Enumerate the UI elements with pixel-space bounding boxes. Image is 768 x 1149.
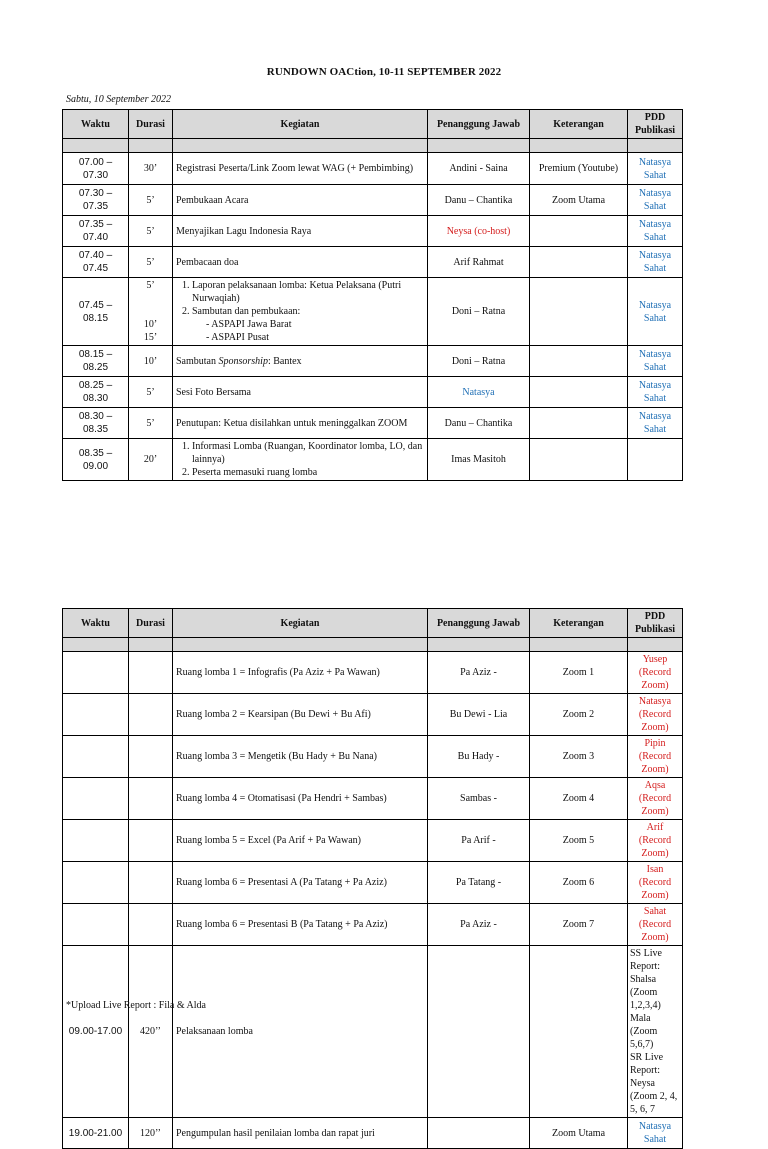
pdd-cell	[628, 153, 683, 185]
kegiatan-cell: Ruang lomba 6 = Presentasi A (Pa Tatang + Pa Aziz)	[173, 862, 428, 904]
list-item-text: Sambutan dan pembukaan:	[192, 306, 301, 317]
header-pdd-publikasi: PDD Publikasi	[628, 609, 683, 638]
header-waktu: Waktu	[63, 110, 129, 139]
keterangan-cell: Zoom Utama	[530, 185, 628, 216]
live-report-mala: Mala (Zoom 5,6,7)	[630, 1013, 658, 1050]
pdd-name: Isan	[646, 864, 664, 875]
table-row	[63, 904, 683, 946]
header-waktu: Waktu	[63, 609, 129, 638]
pdd-cell	[628, 820, 683, 862]
pdd-name: Natasya	[638, 411, 672, 422]
durasi-value: 5’	[146, 280, 155, 291]
durasi-cell	[129, 694, 173, 736]
header-durasi: Durasi	[129, 110, 173, 139]
waktu-cell: 09.00-17.00	[63, 946, 129, 1118]
pj-cell: Pa Tatang -	[428, 862, 530, 904]
pdd-cell	[628, 216, 683, 247]
pdd-cell	[628, 346, 683, 377]
pj-cell: Sambas -	[428, 778, 530, 820]
keterangan-cell	[530, 346, 628, 377]
pj-cell: Danu – Chantika	[428, 185, 530, 216]
live-report-ss: SS Live Report: Shalsa (Zoom 1,2,3,4)	[630, 948, 662, 1011]
pdd-cell	[628, 185, 683, 216]
pdd-name: Natasya	[638, 349, 672, 360]
pj-cell	[428, 1118, 530, 1149]
table-row	[63, 153, 683, 185]
kegiatan-text: Sambutan	[176, 355, 219, 367]
keterangan-cell	[530, 247, 628, 278]
pj-cell	[428, 946, 530, 1118]
kegiatan-cell	[173, 278, 428, 346]
footnote: *Upload Live Report : Fila & Alda	[66, 1000, 206, 1011]
kegiatan-cell	[173, 346, 428, 377]
keterangan-cell: Premium (Youtube)	[530, 153, 628, 185]
kegiatan-cell: Penutupan: Ketua disilahkan untuk meninggalkan ZOOM	[173, 408, 428, 439]
pdd-cell	[628, 408, 683, 439]
pdd-name: Pipin	[644, 738, 666, 749]
pdd-name: Sahat	[643, 1134, 667, 1145]
pj-cell: Doni – Ratna	[428, 278, 530, 346]
table-row	[63, 346, 683, 377]
keterangan-cell: Zoom Utama	[530, 1118, 628, 1149]
durasi-cell: 420’’	[129, 946, 173, 1118]
waktu-cell: 07.35 – 07.40	[63, 216, 129, 247]
list-item: 2. Peserta memasuki ruang lomba	[192, 466, 424, 479]
pdd-cell	[628, 439, 683, 481]
pdd-name: Sahat	[643, 362, 667, 373]
pdd-name: Natasya	[638, 299, 672, 311]
waktu-cell	[63, 820, 129, 862]
keterangan-cell: Zoom 5	[530, 820, 628, 862]
table-row	[63, 778, 683, 820]
pj-cell: Doni – Ratna	[428, 346, 530, 377]
durasi-cell	[129, 862, 173, 904]
document-title: RUNDOWN OACtion, 10-11 SEPTEMBER 2022	[266, 66, 502, 78]
durasi-cell: 5’	[129, 185, 173, 216]
kegiatan-emphasis: Sponsorship	[218, 355, 268, 367]
waktu-cell: 08.25 – 08.30	[63, 377, 129, 408]
pj-cell: Imas Masitoh	[428, 439, 530, 481]
durasi-cell: 5’	[129, 247, 173, 278]
rundown-table-1	[62, 109, 683, 481]
pdd-name: Sahat	[643, 232, 667, 243]
keterangan-cell: Zoom 2	[530, 694, 628, 736]
live-report-cell	[628, 946, 683, 1118]
pdd-name: Sahat	[643, 169, 667, 181]
pdd-name: Natasya	[638, 219, 672, 230]
waktu-cell: 07.30 – 07.35	[63, 185, 129, 216]
kegiatan-cell: Ruang lomba 2 = Kearsipan (Bu Dewi + Bu Afi)	[173, 694, 428, 736]
pdd-cell	[628, 278, 683, 346]
sub-list-item: - ASPAPI Jawa Barat	[206, 318, 424, 331]
durasi-cell	[129, 652, 173, 694]
list-item: 1. Informasi Lomba (Ruangan, Koordinator lomba, LO, dan lainnya)	[192, 440, 424, 466]
table-row	[63, 820, 683, 862]
pdd-cell	[628, 694, 683, 736]
waktu-cell: 08.15 – 08.25	[63, 346, 129, 377]
pdd-name: Sahat	[643, 906, 667, 917]
table-row	[63, 736, 683, 778]
pdd-note: (Record Zoom)	[638, 667, 672, 691]
pdd-cell	[628, 652, 683, 694]
waktu-cell: 08.35 – 09.00	[63, 439, 129, 481]
waktu-cell	[63, 736, 129, 778]
durasi-cell: 120’’	[129, 1118, 173, 1149]
pdd-name: Natasya	[638, 1121, 672, 1132]
kegiatan-cell: Ruang lomba 1 = Infografis (Pa Aziz + Pa Wawan)	[173, 652, 428, 694]
kegiatan-cell: Menyajikan Lagu Indonesia Raya	[173, 216, 428, 247]
header-keterangan: Keterangan	[530, 110, 628, 139]
keterangan-cell: Zoom 1	[530, 652, 628, 694]
pdd-note: (Record Zoom)	[638, 835, 672, 859]
keterangan-cell	[530, 946, 628, 1118]
kegiatan-cell: Registrasi Peserta/Link Zoom lewat WAG (+ Pembimbing)	[173, 153, 428, 185]
keterangan-cell	[530, 216, 628, 247]
pdd-name: Sahat	[643, 201, 667, 212]
pdd-name: Natasya	[638, 156, 672, 168]
durasi-cell	[129, 736, 173, 778]
pdd-note: (Record Zoom)	[638, 877, 672, 901]
header-row	[63, 110, 683, 139]
keterangan-cell: Zoom 6	[530, 862, 628, 904]
kegiatan-text: : Bantex	[267, 355, 302, 367]
date-subtitle: Sabtu, 10 September 2022	[66, 94, 171, 105]
pdd-name: Natasya	[638, 250, 672, 261]
pj-cell: Danu – Chantika	[428, 408, 530, 439]
pdd-cell	[628, 904, 683, 946]
keterangan-cell	[530, 278, 628, 346]
pdd-name: Sahat	[643, 312, 667, 324]
pdd-cell	[628, 862, 683, 904]
table-row	[63, 247, 683, 278]
keterangan-cell: Zoom 7	[530, 904, 628, 946]
kegiatan-cell: Ruang lomba 4 = Otomatisasi (Pa Hendri + Sambas)	[173, 778, 428, 820]
pdd-note: (Record Zoom)	[638, 793, 672, 817]
header-penanggung-jawab: Penanggung Jawab	[428, 110, 530, 139]
waktu-cell	[63, 652, 129, 694]
pj-cell: Bu Dewi - Lia	[428, 694, 530, 736]
table-row	[63, 185, 683, 216]
pdd-note: (Record Zoom)	[638, 919, 672, 943]
rundown-table-2	[62, 608, 683, 1149]
durasi-cell	[129, 904, 173, 946]
durasi-cell: 5’	[129, 377, 173, 408]
table-row	[63, 946, 683, 1118]
durasi-cell	[129, 778, 173, 820]
pdd-note: (Record Zoom)	[638, 709, 672, 733]
waktu-cell	[63, 694, 129, 736]
header-pdd-publikasi: PDD Publikasi	[628, 110, 683, 139]
pdd-name: Natasya	[638, 696, 672, 707]
table-row	[63, 377, 683, 408]
pdd-name: Arif	[646, 822, 664, 833]
waktu-cell: 07.40 – 07.45	[63, 247, 129, 278]
pdd-name: Natasya	[638, 188, 672, 199]
table-row	[63, 1118, 683, 1149]
durasi-cell: 10’	[129, 346, 173, 377]
header-keterangan: Keterangan	[530, 609, 628, 638]
pj-cell: Bu Hady -	[428, 736, 530, 778]
pdd-name: Sahat	[643, 424, 667, 435]
waktu-cell: 08.30 – 08.35	[63, 408, 129, 439]
blank-row	[63, 638, 683, 652]
pj-cell: Pa Aziz -	[428, 652, 530, 694]
pdd-name: Natasya	[638, 380, 672, 391]
live-report-sr: SR Live Report: Neysa (Zoom 2, 4, 5, 6, 7	[630, 1052, 678, 1115]
table-row	[63, 439, 683, 481]
keterangan-cell	[530, 377, 628, 408]
list-item	[192, 305, 424, 344]
kegiatan-cell: Ruang lomba 6 = Presentasi B (Pa Tatang + Pa Aziz)	[173, 904, 428, 946]
waktu-cell: 07.45 – 08.15	[63, 278, 129, 346]
pdd-name: Yusep	[642, 654, 668, 665]
table-row	[63, 862, 683, 904]
header-kegiatan: Kegiatan	[173, 609, 428, 638]
sub-list-item: - ASPAPI Pusat	[206, 331, 424, 344]
header-kegiatan: Kegiatan	[173, 110, 428, 139]
keterangan-cell: Zoom 3	[530, 736, 628, 778]
pj-cell: Pa Arif -	[428, 820, 530, 862]
kegiatan-cell: Ruang lomba 5 = Excel (Pa Arif + Pa Wawan)	[173, 820, 428, 862]
pj-cell: Neysa (co-host)	[428, 216, 530, 247]
table-row	[63, 652, 683, 694]
pdd-cell	[628, 377, 683, 408]
pj-cell: Arif Rahmat	[428, 247, 530, 278]
keterangan-cell	[530, 439, 628, 481]
durasi-cell: 5’	[129, 216, 173, 247]
list-item: 1. Laporan pelaksanaan lomba: Ketua Pelaksana (Putri Nurwaqiah)	[192, 279, 424, 305]
kegiatan-cell	[173, 439, 428, 481]
waktu-cell	[63, 862, 129, 904]
waktu-cell	[63, 904, 129, 946]
keterangan-cell: Zoom 4	[530, 778, 628, 820]
pj-cell: Natasya	[428, 377, 530, 408]
table-row	[63, 216, 683, 247]
header-durasi: Durasi	[129, 609, 173, 638]
pdd-cell	[628, 1118, 683, 1149]
table-row	[63, 408, 683, 439]
kegiatan-cell: Sesi Foto Bersama	[173, 377, 428, 408]
pj-cell: Andini - Saina	[428, 153, 530, 185]
pdd-cell	[628, 736, 683, 778]
table-row	[63, 278, 683, 346]
waktu-cell	[63, 778, 129, 820]
keterangan-cell	[530, 408, 628, 439]
blank-row	[63, 139, 683, 153]
table-row	[63, 694, 683, 736]
pdd-name: Sahat	[643, 263, 667, 274]
pdd-name: Sahat	[643, 393, 667, 404]
pdd-name: Aqsa	[644, 780, 666, 791]
pdd-note: (Record Zoom)	[638, 751, 672, 775]
durasi-value: 10’	[143, 319, 158, 330]
pj-cell: Pa Aziz -	[428, 904, 530, 946]
kegiatan-cell: Ruang lomba 3 = Mengetik (Bu Hady + Bu Nana)	[173, 736, 428, 778]
durasi-cell	[129, 820, 173, 862]
pdd-cell	[628, 247, 683, 278]
durasi-cell: 20’	[129, 439, 173, 481]
header-penanggung-jawab: Penanggung Jawab	[428, 609, 530, 638]
waktu-cell: 07.00 – 07.30	[63, 153, 129, 185]
header-row	[63, 609, 683, 638]
kegiatan-cell: Pelaksanaan lomba	[173, 946, 428, 1118]
durasi-cell	[129, 278, 173, 346]
kegiatan-cell: Pembukaan Acara	[173, 185, 428, 216]
waktu-cell: 19.00-21.00	[63, 1118, 129, 1149]
durasi-value: 15’	[143, 332, 158, 343]
pdd-cell	[628, 778, 683, 820]
durasi-cell: 30’	[129, 153, 173, 185]
kegiatan-cell: Pengumpulan hasil penilaian lomba dan rapat juri	[173, 1118, 428, 1149]
durasi-cell: 5’	[129, 408, 173, 439]
kegiatan-cell: Pembacaan doa	[173, 247, 428, 278]
